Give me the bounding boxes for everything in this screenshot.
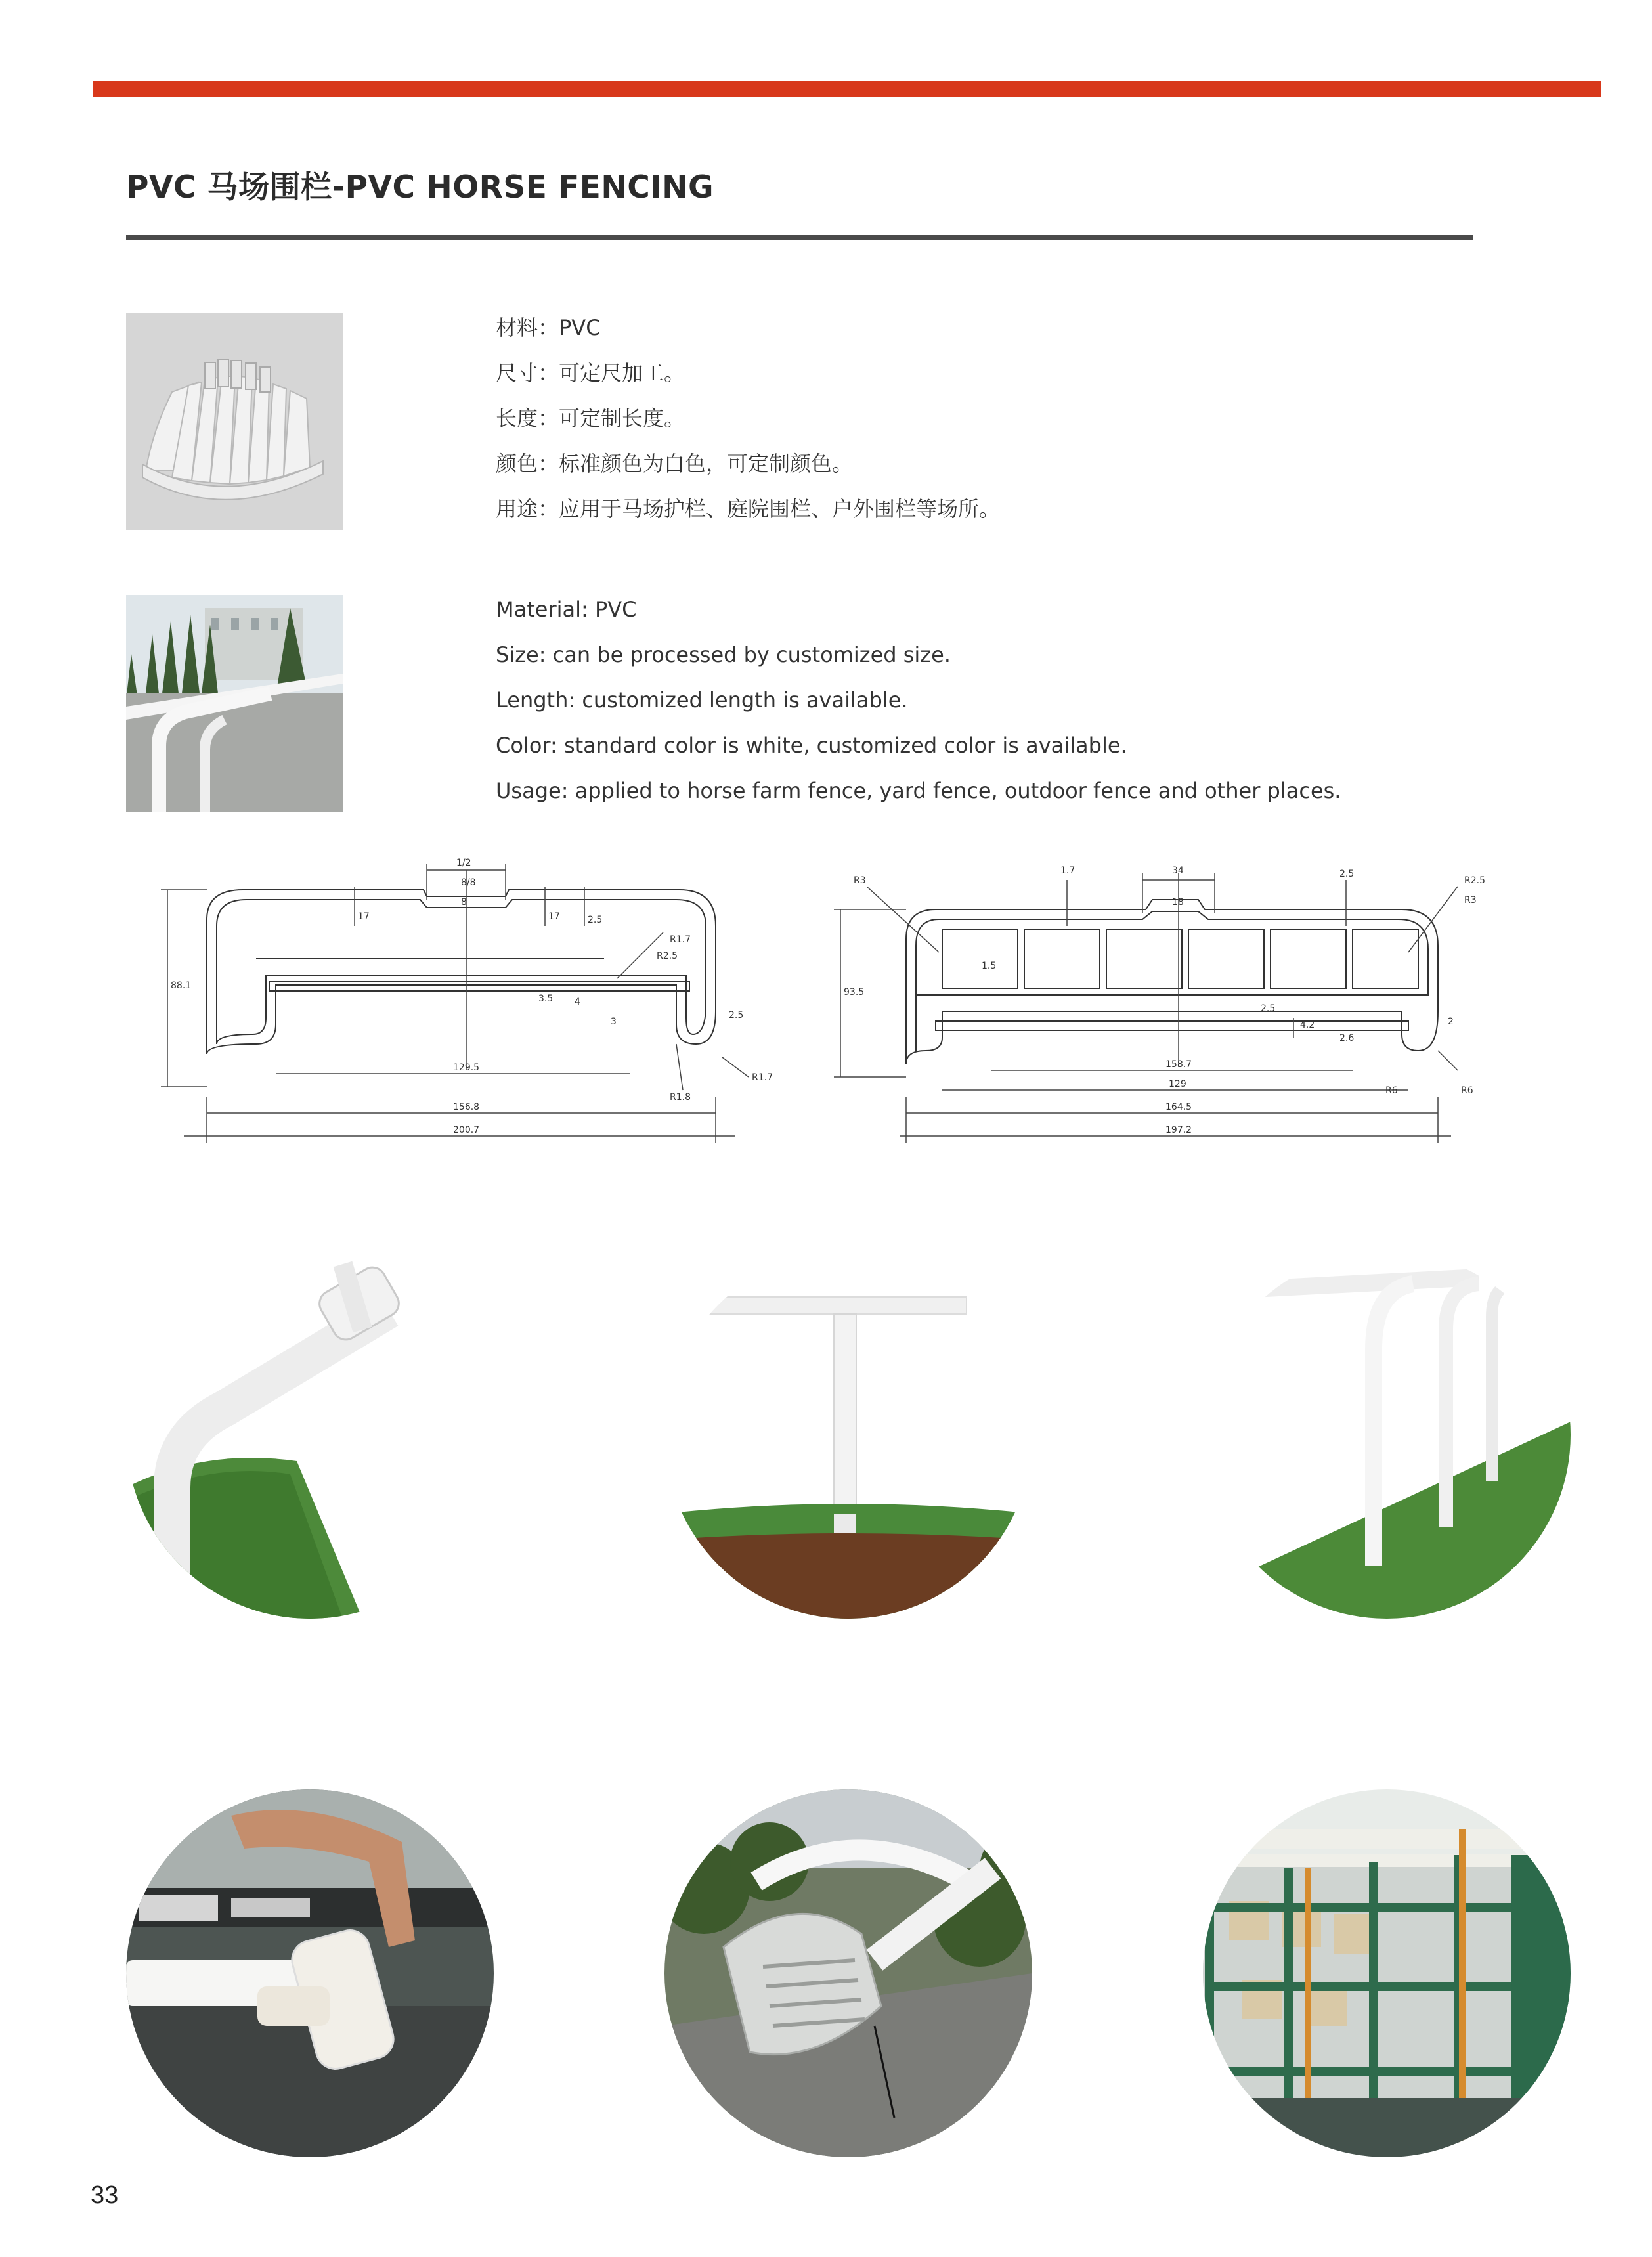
page-number: 33 <box>91 2181 119 2209</box>
title-divider <box>126 235 1473 240</box>
spec-list-english <box>496 587 1341 814</box>
spec-color-cn: 颜色：标准颜色为白色，可定制颜色。 <box>496 451 854 476</box>
dim-label: 1.5 <box>982 961 997 971</box>
spec-length-cn: 长度：可定制长度。 <box>496 406 685 431</box>
dim-label: 17 <box>358 911 370 922</box>
dim-label: 197.2 <box>1165 1125 1192 1135</box>
dim-label: R2.5 <box>657 951 678 961</box>
dim-label: R3 <box>1464 895 1477 906</box>
dim-label: 34 <box>1172 866 1184 876</box>
dim-label: 164.5 <box>1165 1102 1192 1112</box>
dim-label: 2.5 <box>1339 869 1355 879</box>
dim-label: 4.2 <box>1300 1020 1315 1030</box>
fence-connector-render <box>126 1251 494 1619</box>
installed-fence-photo <box>126 595 343 812</box>
dim-label: 3 <box>611 1017 617 1027</box>
dim-label: R1.7 <box>752 1072 773 1083</box>
dim-label: 17 <box>548 911 560 922</box>
dim-label: 4 <box>575 997 580 1007</box>
dim-label: R6 <box>1461 1085 1473 1096</box>
dim-label: 3.5 <box>538 994 554 1004</box>
dim-label: 2.5 <box>588 915 603 925</box>
dim-label: 8 <box>461 897 467 908</box>
profile-closeup-photo <box>664 1789 1032 2157</box>
fence-bundle-photo <box>126 313 343 530</box>
dim-label: 2 <box>1448 1017 1454 1027</box>
spec-size-en: Size: can be processed by customized size. <box>496 642 951 667</box>
fence-post-render <box>664 1251 1032 1619</box>
dim-label: 88.1 <box>171 980 192 991</box>
dim-label: 8/8 <box>461 877 476 888</box>
profile-drawing-right <box>827 854 1497 1169</box>
page-title: PVC 马场围栏-PVC HORSE FENCING <box>126 169 714 206</box>
spec-usage-cn: 用途：应用于马场护栏、庭院围栏、户外围栏等场所。 <box>496 496 1001 521</box>
dim-label: 158.7 <box>1165 1059 1192 1070</box>
dim-label: 1/2 <box>456 858 471 868</box>
top-accent-bar <box>93 81 1601 97</box>
spec-size-cn: 尺寸：可定尺加工。 <box>496 361 685 385</box>
dim-label: R2.5 <box>1464 875 1485 886</box>
dim-label: 1.7 <box>1060 866 1076 876</box>
dim-label: 2.5 <box>1261 1003 1276 1014</box>
loaded-truck-photo <box>1203 1789 1571 2157</box>
assembly-photo <box>126 1789 494 2157</box>
dim-label: R1.7 <box>670 934 691 945</box>
dim-label: 129 <box>1169 1079 1186 1089</box>
dim-label: 129.5 <box>453 1063 480 1073</box>
dim-label: 200.7 <box>453 1125 480 1135</box>
dim-label: 2.5 <box>729 1010 744 1020</box>
dim-label: 156.8 <box>453 1102 480 1112</box>
dim-label: R3 <box>854 875 866 886</box>
dim-label: 93.5 <box>844 987 865 997</box>
spec-list-chinese <box>496 305 1000 532</box>
spec-color-en: Color: standard color is white, customized color is available. <box>496 733 1127 758</box>
profile-drawing-left <box>158 854 801 1169</box>
spec-material-cn: 材料：PVC <box>496 315 601 340</box>
fence-run-render <box>1203 1251 1571 1619</box>
spec-material-en: Material: PVC <box>496 597 637 622</box>
dim-label: R6 <box>1385 1085 1398 1096</box>
dim-label: 18 <box>1172 897 1184 908</box>
spec-usage-en: Usage: applied to horse farm fence, yard fence, outdoor fence and other places. <box>496 778 1341 803</box>
spec-length-en: Length: customized length is available. <box>496 688 908 712</box>
dim-label: R1.8 <box>670 1092 691 1103</box>
dim-label: 2.6 <box>1339 1033 1355 1043</box>
